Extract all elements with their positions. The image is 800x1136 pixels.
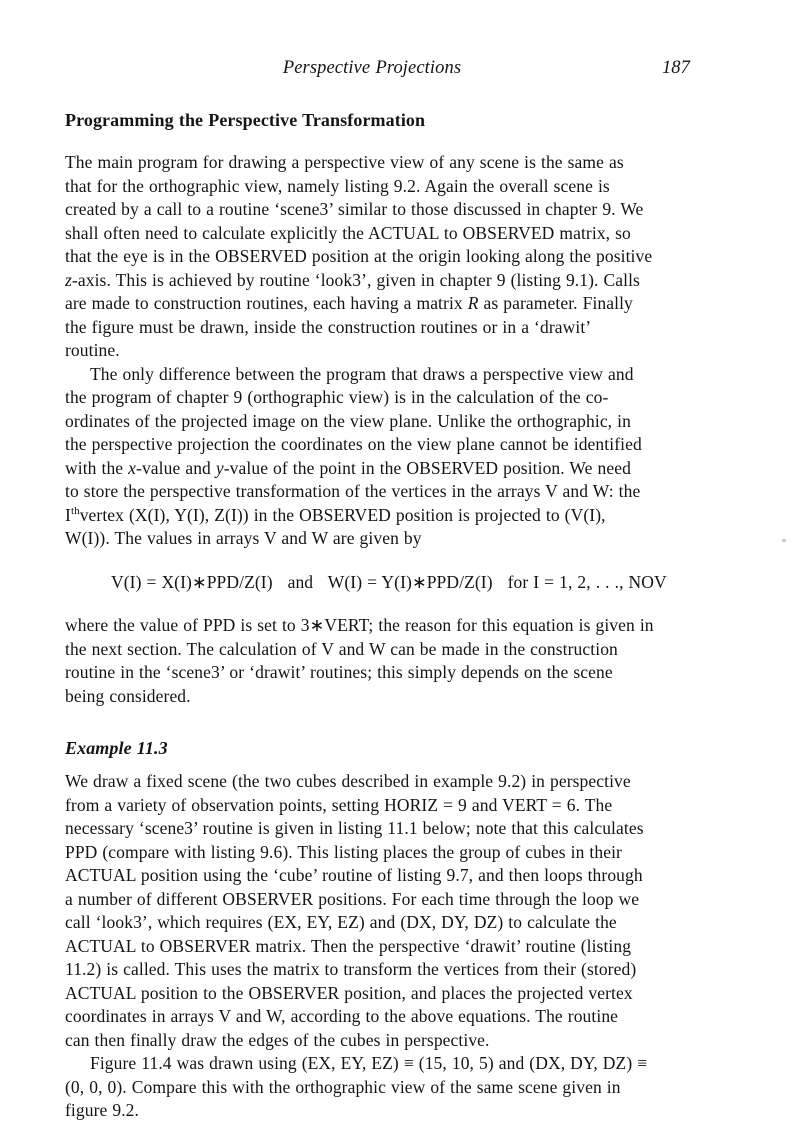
text-segment: y [215, 457, 224, 478]
text-line [65, 1052, 735, 1076]
text-line [65, 888, 735, 912]
text-segment: z [65, 269, 72, 290]
text-segment: -axis. This is achieved by routine ‘look3’, given in chapter 9 (listing 9.1). Calls [71, 269, 640, 290]
text-line [65, 1099, 735, 1123]
scan-speck [782, 539, 786, 542]
text-segment: a number of different OBSERVER positions. For each time through the loop we [65, 888, 640, 909]
text-line [65, 935, 735, 959]
text-segment: (0, 0, 0). Compare this with the orthographic view of the same scene given in [65, 1076, 621, 1097]
text-segment: routine in the ‘scene3’ or ‘drawit’ routines; this simply depends on the scene [65, 662, 613, 682]
text-segment: th [70, 504, 80, 517]
text-line [65, 410, 735, 434]
text-segment: the program of chapter 9 (orthographic view) is in the calculation of the co- [65, 387, 609, 407]
text-segment: ACTUAL position using the ‘cube’ routine of listing 9.7, and then loops through [65, 865, 643, 885]
text-segment: -value and [136, 457, 216, 478]
text-segment: necessary ‘scene3’ routine is given in listing 11.1 below; note that this calculates [65, 818, 644, 838]
text-segment: routine. [65, 340, 120, 360]
text-segment: Figure 11.4 was drawn using (EX, EY, EZ) ≡ (15, 10, 5) and (DX, DY, DZ) ≡ [90, 1053, 648, 1073]
text-line [65, 316, 735, 340]
text-segment: where the value of PPD is set to 3∗VERT; the reason for this equation is given in [65, 615, 654, 635]
text-line [65, 504, 735, 528]
text-line [65, 386, 735, 410]
text-segment: from a variety of observation points, setting HORIZ = 9 and VERT = 6. The [65, 794, 613, 815]
text-segment: 11.2) is called. This uses the matrix to transform the vertices from their (stored) [65, 959, 637, 979]
text-line [65, 198, 735, 222]
text-segment: call ‘look3’, which requires (EX, EY, EZ) and (DX, DY, DZ) to calculate the [65, 912, 617, 932]
text-segment: the figure must be drawn, inside the construction routines or in a ‘drawit’ [65, 316, 592, 337]
text-segment: I [65, 504, 71, 525]
text-line [65, 841, 735, 865]
paragraph-figure-reference [65, 1052, 735, 1123]
text-line [65, 638, 735, 662]
text-segment: The main program for drawing a perspective view of any scene is the same as [65, 152, 624, 172]
text-line [65, 794, 735, 818]
text-line [65, 685, 735, 709]
text-line [65, 1029, 735, 1053]
paragraph-ppd-value [65, 614, 735, 708]
example-heading: Example 11.3 [65, 738, 168, 758]
text-line [65, 527, 735, 551]
text-line [65, 222, 735, 246]
text-line [65, 480, 735, 504]
text-segment: The only difference between the program that draws a perspective view and [90, 363, 634, 384]
text-line [65, 958, 735, 982]
text-segment: shall often need to calculate explicitly the ACTUAL to OBSERVED matrix, so [65, 222, 631, 243]
text-segment: that the eye is in the OBSERVED position at the origin looking along the positive [65, 246, 653, 266]
section-heading: Programming the Perspective Transformation [65, 110, 426, 130]
text-segment: as parameter. Finally [478, 293, 633, 313]
text-segment: the next section. The calculation of V and W can be made in the construction [65, 638, 618, 659]
paragraph-main-program [65, 151, 735, 363]
text-segment: being considered. [65, 685, 191, 706]
text-line [65, 433, 735, 457]
text-line [65, 175, 735, 199]
text-segment: ACTUAL position to the OBSERVER position, and places the projected vertex [65, 982, 633, 1003]
text-segment: to store the perspective transformation of the vertices in the arrays V and W: the [65, 481, 641, 501]
text-segment: vertex (X(I), Y(I), Z(I)) in the OBSERVED position is projected to (V(I), [79, 504, 606, 525]
text-segment: -value of the point in the OBSERVED position. We need [223, 457, 631, 478]
page-header [65, 57, 735, 81]
text-segment: We draw a fixed scene (the two cubes described in example 9.2) in perspective [65, 771, 631, 791]
text-segment: coordinates in arrays V and W, according to the above equations. The routine [65, 1006, 619, 1026]
text-line [65, 817, 735, 841]
page-number: 187 [661, 58, 690, 78]
text-line [65, 911, 735, 935]
text-segment: W(I)). The values in arrays V and W are given by [65, 528, 422, 548]
paragraph-only-difference [65, 363, 735, 551]
text-line [65, 292, 735, 316]
projection-equation: V(I) = X(I)∗PPD/Z(I) and W(I) = Y(I)∗PPD/Z(I) for I = 1, 2, . . ., NOV [111, 571, 667, 592]
text-line [65, 864, 735, 888]
text-line [65, 1005, 735, 1029]
text-segment: with the [65, 457, 129, 478]
text-line [65, 339, 735, 363]
text-line [65, 245, 735, 269]
text-segment: PPD (compare with listing 9.6). This listing places the group of cubes in their [65, 841, 622, 862]
text-segment: ACTUAL to OBSERVER matrix. Then the perspective ‘drawit’ routine (listing [65, 935, 632, 956]
text-line [65, 151, 735, 175]
text-line [65, 770, 735, 794]
text-line [65, 614, 735, 638]
text-line [65, 363, 735, 387]
text-segment: the perspective projection the coordinates on the view plane cannot be identified [65, 434, 642, 454]
text-segment: are made to construction routines, each having a matrix [65, 293, 468, 313]
text-segment: ordinates of the projected image on the view plane. Unlike the orthographic, in [65, 410, 631, 431]
text-segment: x [128, 457, 137, 478]
paragraph-example-body [65, 770, 735, 1052]
text-line [65, 1076, 735, 1100]
text-segment: that for the orthographic view, namely listing 9.2. Again the overall scene is [65, 175, 610, 196]
text-segment: can then finally draw the edges of the cubes in perspective. [65, 1029, 490, 1050]
text-line [65, 269, 735, 293]
text-segment: created by a call to a routine ‘scene3’ similar to those discussed in chapter 9. We [65, 199, 644, 219]
text-line [65, 457, 735, 481]
text-segment: R [467, 293, 479, 313]
text-segment: figure 9.2. [65, 1100, 140, 1120]
text-line [65, 661, 735, 685]
running-title: Perspective Projections [282, 58, 462, 78]
text-line [65, 982, 735, 1006]
